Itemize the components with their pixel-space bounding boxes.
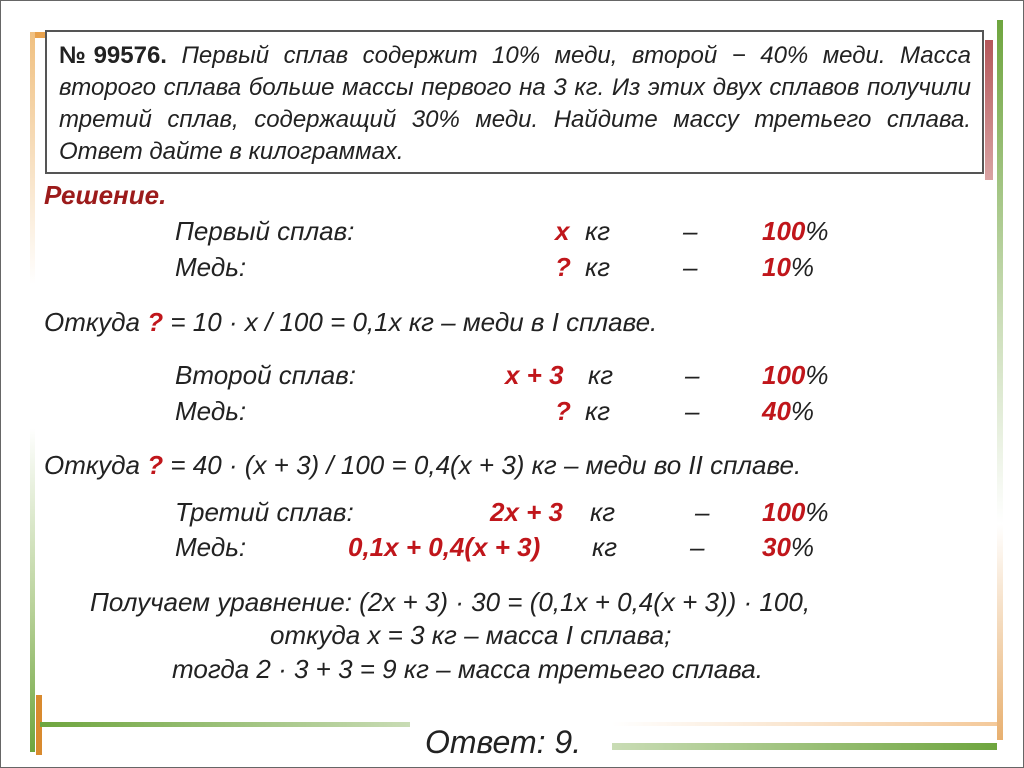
first-alloy-unit: кг (585, 216, 611, 246)
third-alloy-mass: 2x + 3 (490, 497, 564, 527)
problem-statement (59, 40, 971, 168)
second-alloy-percent: 100% (762, 360, 829, 390)
second-copper-label: Медь: (175, 396, 247, 426)
first-copper-mass: ? (555, 252, 571, 282)
first-copper-percent: 10% (762, 252, 815, 282)
equation-line: Получаем уравнение: (2x + 3) · 30 = (0,1x + 0,4(x + 3)) · 100, (90, 587, 811, 617)
second-copper-percent: 40% (762, 396, 815, 426)
decor-stripe-left (30, 32, 35, 752)
third-alloy-label: Третий сплав: (175, 497, 354, 527)
first-copper-dash: – (683, 252, 698, 282)
whence-line-2: Откуда ? = 40 · (x + 3) / 100 = 0,4(x + 3) кг – меди во II сплаве. (44, 450, 802, 480)
third-alloy-dash: – (695, 497, 710, 527)
second-alloy-unit: кг (588, 360, 614, 390)
first-copper-label: Медь: (175, 252, 247, 282)
problem-number: №99576. (59, 42, 167, 69)
third-alloy-percent: 100% (762, 497, 829, 527)
third-copper-percent: 30% (762, 532, 815, 562)
first-alloy-dash: – (683, 216, 698, 246)
solution-heading: Решение. (44, 180, 167, 210)
second-copper-unit: кг (585, 396, 611, 426)
answer: Ответ: 9. (425, 724, 582, 760)
first-copper-unit: кг (585, 252, 611, 282)
decor-stripe-bottom-right (612, 743, 997, 750)
whence-line-1: Откуда ? = 10 · x / 100 = 0,1x кг – меди в I сплаве. (44, 307, 658, 337)
third-copper-unit: кг (592, 532, 618, 562)
decor-stripe-right-red (985, 40, 993, 180)
decor-stripe-bottom-left (40, 722, 410, 727)
third-copper-label: Медь: (175, 532, 247, 562)
problem-text: Первый сплав содержит 10% меди, второй − 40% меди. Масса второго сплава больше массы первого на 3 кг. Из этих двух сплавов получили третий сплав, содержащий 30% меди. Найдите массу третьего сплава. Ответ дайте в килограммах. (59, 42, 971, 165)
second-copper-dash: – (685, 396, 700, 426)
decor-stripe-right-green (997, 20, 1003, 740)
second-copper-mass: ? (555, 396, 571, 426)
problem-box (45, 30, 984, 174)
third-copper-dash: – (690, 532, 705, 562)
solution-line-third-mass: тогда 2 · 3 + 3 = 9 кг – масса третьего сплава. (172, 654, 763, 684)
second-alloy-dash: – (685, 360, 700, 390)
third-alloy-unit: кг (590, 497, 616, 527)
first-alloy-percent: 100% (762, 216, 829, 246)
second-alloy-label: Второй сплав: (175, 360, 356, 390)
decor-stripe-bottom-peach (612, 722, 997, 726)
third-copper-mass: 0,1x + 0,4(x + 3) (348, 532, 541, 562)
first-alloy-mass: x (555, 216, 570, 246)
second-alloy-mass: x + 3 (505, 360, 564, 390)
solution-line-x: откуда x = 3 кг – масса I сплава; (270, 620, 672, 650)
first-alloy-label: Первый сплав: (175, 216, 355, 246)
